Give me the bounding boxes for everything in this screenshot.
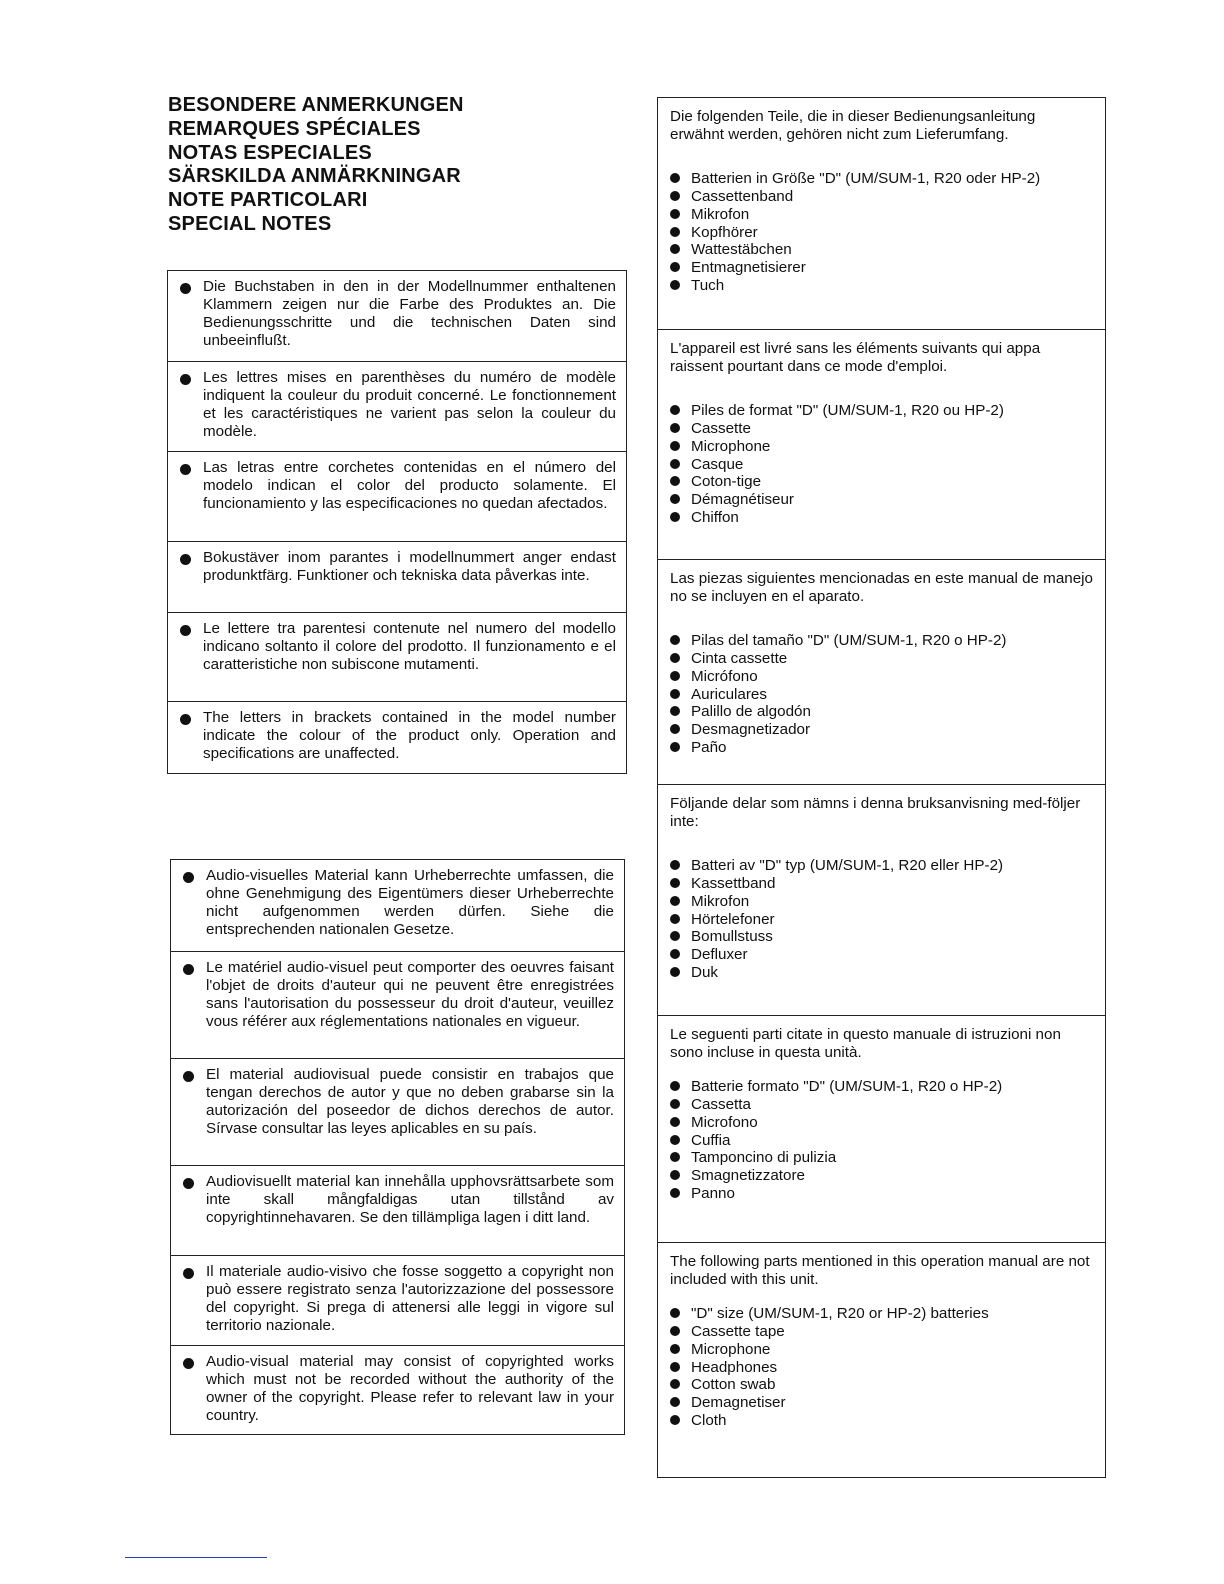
list-item: Batteri av "D" typ (UM/SUM-1, R20 eller HP-2) — [670, 857, 1093, 875]
bullet-icon — [670, 914, 680, 924]
parts-list — [670, 170, 1093, 295]
list-item: Microphone — [670, 1341, 1093, 1359]
list-item: Entmagnetisierer — [670, 259, 1093, 277]
list-item: Wattestäbchen — [670, 241, 1093, 259]
bullet-icon — [180, 554, 191, 565]
bullet-icon — [670, 1170, 680, 1180]
parts-list — [670, 1078, 1093, 1203]
list-item: Duk — [670, 964, 1093, 982]
bullet-icon — [670, 635, 680, 645]
list-item: Coton-tige — [670, 473, 1093, 491]
copyright-notes-box — [170, 859, 625, 1435]
heading-english: SPECIAL NOTES — [168, 212, 332, 235]
bullet-icon — [670, 860, 680, 870]
bullet-icon — [670, 689, 680, 699]
model-note-english: The letters in brackets contained in the model number indicate the colour of the product only. Operation and specifications are unaffected. — [168, 701, 626, 772]
bullet-icon — [670, 1099, 680, 1109]
bullet-icon — [670, 896, 680, 906]
bullet-icon — [670, 1344, 680, 1354]
parts-english — [658, 1242, 1105, 1476]
copyright-note-spanish: El material audiovisual puede consistir en trabajos que tengan derechos de autor y que no deben grabarse sin la autorización del poseedor de dichos derechos de autor. Sírvase consultar las leyes aplicables en su país. — [171, 1058, 624, 1165]
bullet-icon — [670, 1081, 680, 1091]
bullet-icon — [180, 283, 191, 294]
list-item: Headphones — [670, 1359, 1093, 1377]
parts-list — [670, 857, 1093, 982]
list-item: Kassettband — [670, 875, 1093, 893]
parts-list — [670, 402, 1093, 527]
list-item: Casque — [670, 456, 1093, 474]
list-item: Panno — [670, 1185, 1093, 1203]
footer-rule — [125, 1557, 267, 1558]
list-item: Cloth — [670, 1412, 1093, 1430]
list-item: Microphone — [670, 438, 1093, 456]
parts-swedish — [658, 784, 1105, 1015]
list-item: Mikrofon — [670, 893, 1093, 911]
model-note-french: Les lettres mises en parenthèses du numéro de modèle indiquent la couleur du produit concerné. Le fonctionnement et les caractéristiques ne varient pas selon la couleur du modèle. — [168, 361, 626, 451]
list-item: Chiffon — [670, 509, 1093, 527]
bullet-icon — [670, 724, 680, 734]
bullet-icon — [670, 441, 680, 451]
bullet-icon — [670, 191, 680, 201]
list-item: Defluxer — [670, 946, 1093, 964]
list-item: Paño — [670, 739, 1093, 757]
bullet-icon — [670, 423, 680, 433]
bullet-icon — [670, 459, 680, 469]
model-note-german: Die Buchstaben in den in der Modellnummer enthaltenen Klammern zeigen nur die Farbe des Produktes an. Die Bedienungsschritte und die technischen Daten sind unbeeinflußt. — [168, 271, 626, 361]
list-item: Démagnétiseur — [670, 491, 1093, 509]
bullet-icon — [670, 1308, 680, 1318]
bullet-icon — [670, 262, 680, 272]
list-item: Microfono — [670, 1114, 1093, 1132]
heading-spanish: NOTAS ESPECIALES — [168, 141, 372, 164]
bullet-icon — [183, 964, 194, 975]
list-item: "D" size (UM/SUM-1, R20 or HP-2) batteries — [670, 1305, 1093, 1323]
bullet-icon — [670, 227, 680, 237]
bullet-icon — [180, 464, 191, 475]
list-item: Smagnetizzatore — [670, 1167, 1093, 1185]
heading-italian: NOTE PARTICOLARI — [168, 189, 368, 212]
parts-intro: Följande delar som nämns i denna bruksanvisning med-följer inte: — [670, 795, 1081, 830]
bullet-icon — [670, 494, 680, 504]
list-item: Pilas del tamaño "D" (UM/SUM-1, R20 o HP-2) — [670, 632, 1093, 650]
copyright-note-italian: Il materiale audio-visivo che fosse soggetto a copyright non può essere registrato senza l'autorizzazione del possessore del copyright. Si prega di attenersi alle leggi in vigore sul territorio nazionale. — [171, 1255, 624, 1345]
heading-german: BESONDERE ANMERKUNGEN — [168, 94, 464, 116]
list-item: Batterie formato "D" (UM/SUM-1, R20 o HP-2) — [670, 1078, 1093, 1096]
bullet-icon — [670, 1152, 680, 1162]
bullet-icon — [670, 949, 680, 959]
bullet-icon — [670, 1188, 680, 1198]
list-item: Cassette — [670, 420, 1093, 438]
model-note-italian: Le lettere tra parentesi contenute nel numero del modello indicano soltanto il colore del prodotto. Il funzionamento e el caratteristiche non subiscone mutamenti. — [168, 612, 626, 701]
list-item: Mikrofon — [670, 206, 1093, 224]
copyright-note-french: Le matériel audio-visuel peut comporter des oeuvres faisant l'objet de droits d'auteur qui ne peuvent être enregistrées sans l'autorisation du possesseur du droit d'auteur, veuillez vous référer aux réglementations nationales en vigueur. — [171, 951, 624, 1058]
bullet-icon — [670, 1379, 680, 1389]
bullet-icon — [670, 671, 680, 681]
model-note-swedish: Bokustäver inom parantes i modellnummert anger endast produnktfärg. Funktioner och tekniska data påverkas inte. — [168, 541, 626, 612]
bullet-icon — [183, 1071, 194, 1082]
bullet-icon — [670, 1117, 680, 1127]
copyright-note-english: Audio-visual material may consist of copyrighted works which must not be recorded without the authority of the owner of the copyright. Please refer to relevant law in your country. — [171, 1345, 624, 1433]
list-item: Kopfhörer — [670, 224, 1093, 242]
list-item: Tuch — [670, 277, 1093, 295]
bullet-icon — [670, 967, 680, 977]
list-item: Cuffia — [670, 1132, 1093, 1150]
list-item: Batterien in Größe "D" (UM/SUM-1, R20 oder HP-2) — [670, 170, 1093, 188]
list-item: Tamponcino di pulizia — [670, 1149, 1093, 1167]
parts-french — [658, 329, 1105, 559]
list-item: Desmagnetizador — [670, 721, 1093, 739]
model-notes-box — [167, 270, 627, 774]
parts-intro: Las piezas siguientes mencionadas en este manual de manejo no se incluyen en el aparato. — [670, 570, 1093, 605]
copyright-note-swedish: Audiovisuellt material kan innehålla upphovsrättsarbete som inte skall mångfaldigas utan tillstånd av copyrightinnehavaren. Se den tillämpliga lagen i ditt land. — [171, 1165, 624, 1255]
bullet-icon — [670, 706, 680, 716]
bullet-icon — [670, 476, 680, 486]
bullet-icon — [670, 653, 680, 663]
bullet-icon — [670, 512, 680, 522]
list-item: Cassette tape — [670, 1323, 1093, 1341]
bullet-icon — [670, 280, 680, 290]
parts-intro: Die folgenden Teile, die in dieser Bedienungsanleitung erwähnt werden, gehören nicht zum Lieferumfang. — [670, 108, 1036, 143]
model-note-spanish: Las letras entre corchetes contenidas en el número del modelo indican el color del producto solamente. El funcionamiento y las especificaciones no quedan afectados. — [168, 451, 626, 541]
list-item: Cinta cassette — [670, 650, 1093, 668]
bullet-icon — [670, 173, 680, 183]
heading-french: REMARQUES SPÉCIALES — [168, 117, 421, 140]
list-item: Auriculares — [670, 686, 1093, 704]
parts-list — [670, 1305, 1093, 1430]
bullet-icon — [670, 244, 680, 254]
bullet-icon — [183, 1358, 194, 1369]
parts-german — [658, 98, 1105, 329]
list-item: Bomullstuss — [670, 928, 1093, 946]
parts-intro: Le seguenti parti citate in questo manuale di istruzioni non sono incluse in questa unità. — [670, 1026, 1061, 1061]
bullet-icon — [670, 878, 680, 888]
bullet-icon — [670, 209, 680, 219]
bullet-icon — [180, 374, 191, 385]
bullet-icon — [670, 1415, 680, 1425]
bullet-icon — [183, 872, 194, 883]
list-item: Cassetta — [670, 1096, 1093, 1114]
bullet-icon — [180, 714, 191, 725]
parts-italian — [658, 1015, 1105, 1242]
bullet-icon — [670, 742, 680, 752]
list-item: Piles de format "D" (UM/SUM-1, R20 ou HP-2) — [670, 402, 1093, 420]
bullet-icon — [180, 625, 191, 636]
parts-list — [670, 632, 1093, 757]
parts-not-included-box — [657, 97, 1106, 1478]
copyright-note-german: Audio-visuelles Material kann Urheberrechte umfassen, die ohne Genehmigung des Eigentümers dieser Urheberrechte nicht aufgenommen werden dürfen. Siehe die entsprechenden nationalen Gesetze. — [171, 860, 624, 951]
section-headings — [168, 94, 608, 237]
list-item: Palillo de algodón — [670, 703, 1093, 721]
list-item: Hörtelefoner — [670, 911, 1093, 929]
parts-intro: The following parts mentioned in this operation manual are not included with this unit. — [670, 1253, 1090, 1288]
list-item: Cotton swab — [670, 1376, 1093, 1394]
bullet-icon — [670, 1326, 680, 1336]
list-item: Cassettenband — [670, 188, 1093, 206]
heading-swedish: SÄRSKILDA ANMÄRKNINGAR — [168, 165, 461, 188]
list-item: Micrófono — [670, 668, 1093, 686]
list-item: Demagnetiser — [670, 1394, 1093, 1412]
bullet-icon — [183, 1178, 194, 1189]
parts-intro: L'appareil est livré sans les éléments suivants qui appa raissent pourtant dans ce mode d'emploi. — [670, 340, 1041, 375]
bullet-icon — [670, 1135, 680, 1145]
bullet-icon — [183, 1268, 194, 1279]
bullet-icon — [670, 1397, 680, 1407]
bullet-icon — [670, 931, 680, 941]
bullet-icon — [670, 405, 680, 415]
parts-spanish — [658, 559, 1105, 784]
bullet-icon — [670, 1362, 680, 1372]
